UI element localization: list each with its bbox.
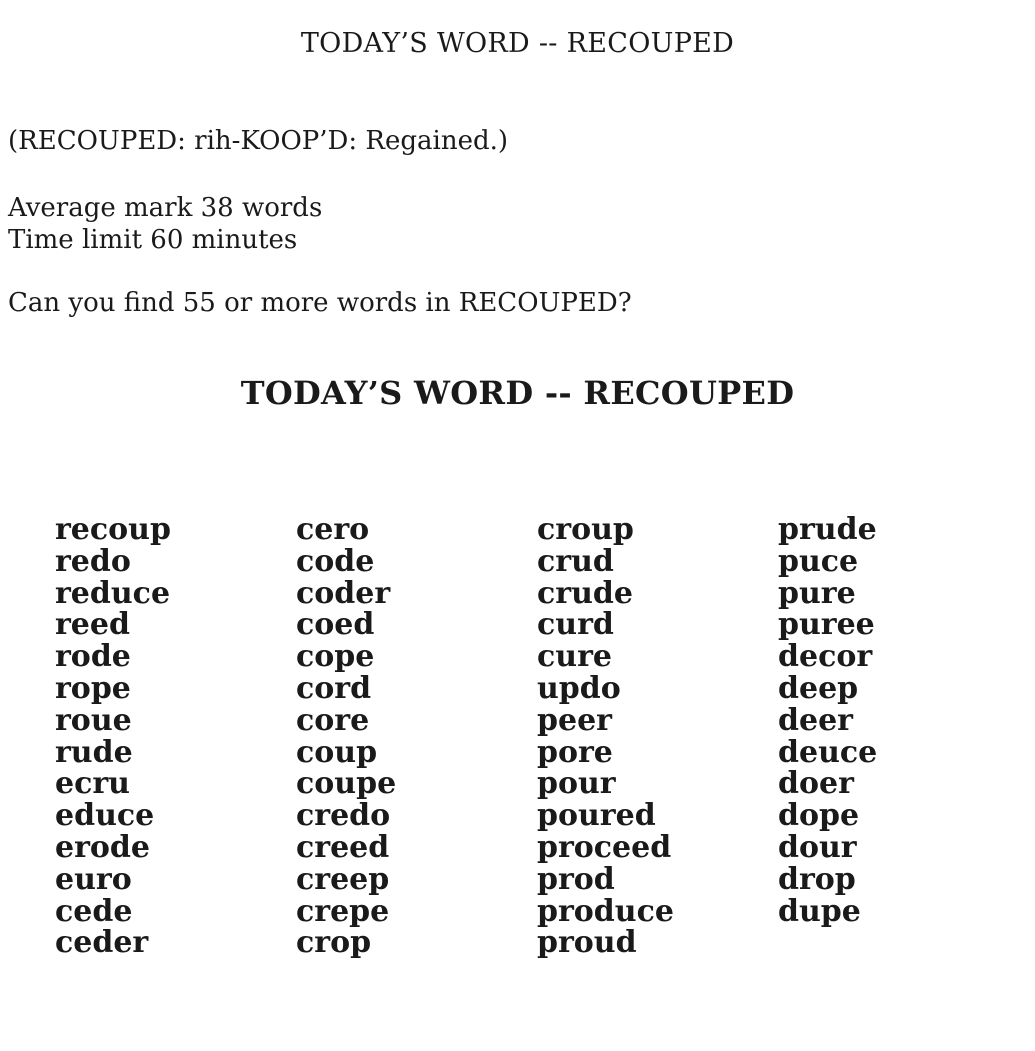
page-title: TODAY’S WORD -- RECOUPED (300, 28, 735, 59)
answer-word: coder (296, 575, 391, 611)
answer-word: drop (778, 861, 856, 897)
answer-word: proud (537, 925, 637, 961)
answer-word: pure (778, 575, 856, 611)
answer-word: reduce (55, 575, 171, 611)
answer-word: deuce (778, 734, 878, 770)
answer-word: educe (55, 798, 155, 834)
challenge-question: Can you find 55 or more words in RECOUPED? (8, 288, 632, 318)
answer-word: prude (778, 512, 877, 547)
answer-word: crud (537, 543, 614, 579)
answer-word: credo (296, 798, 391, 834)
answer-word: dour (778, 829, 857, 865)
answer-word: cero (296, 512, 370, 547)
answer-word: coed (296, 607, 375, 643)
answer-word: cope (296, 639, 375, 675)
answer-word: ecru (55, 766, 130, 802)
answer-word: crop (296, 925, 372, 961)
answer-column-4 (778, 514, 877, 927)
answer-word: erode (55, 829, 150, 865)
word-definition: (RECOUPED: rih-KOOP’D: Regained.) (8, 126, 509, 156)
answers-title: TODAY’S WORD -- RECOUPED (240, 374, 795, 412)
answer-word: poured (537, 798, 656, 834)
average-mark: Average mark 38 words (8, 193, 323, 223)
answer-word: euro (55, 861, 132, 897)
answer-word: puree (778, 607, 875, 643)
answer-word: redo (55, 543, 131, 579)
answer-word: deep (778, 670, 859, 706)
answer-word: deer (778, 702, 853, 738)
answer-word: core (296, 702, 370, 738)
answer-word: rope (55, 670, 131, 706)
answer-word: coupe (296, 766, 397, 802)
answer-word: code (296, 543, 375, 579)
answer-word: decor (778, 639, 873, 675)
answer-word: prod (537, 861, 615, 897)
answer-word: recoup (55, 512, 171, 547)
answer-word: curd (537, 607, 614, 643)
answer-column-3 (537, 514, 674, 959)
answer-word: roue (55, 702, 132, 738)
answer-word: peer (537, 702, 612, 738)
answer-word: pour (537, 766, 616, 802)
answer-word: rude (55, 734, 133, 770)
answer-word: creed (296, 829, 390, 865)
answer-word: dupe (778, 893, 861, 929)
answer-word: doer (778, 766, 854, 802)
answer-word: crude (537, 575, 633, 611)
answer-column-1 (55, 514, 171, 959)
answer-word: rode (55, 639, 131, 675)
answer-column-2 (296, 514, 396, 959)
answer-word: croup (537, 512, 634, 547)
answer-word: crepe (296, 893, 390, 929)
answer-word: cede (55, 893, 133, 929)
time-limit: Time limit 60 minutes (8, 225, 298, 255)
answer-word: dope (778, 798, 860, 834)
answer-word: updo (537, 670, 621, 706)
answer-word: ceder (55, 925, 149, 961)
answer-word: creep (296, 861, 390, 897)
answer-word: pore (537, 734, 613, 770)
answer-word: reed (55, 607, 130, 643)
answer-word: coup (296, 734, 378, 770)
answer-word: cure (537, 639, 612, 675)
answer-word: proceed (537, 829, 672, 865)
answer-word: cord (296, 670, 372, 706)
answer-word: puce (778, 543, 859, 579)
answer-word: produce (537, 893, 674, 929)
